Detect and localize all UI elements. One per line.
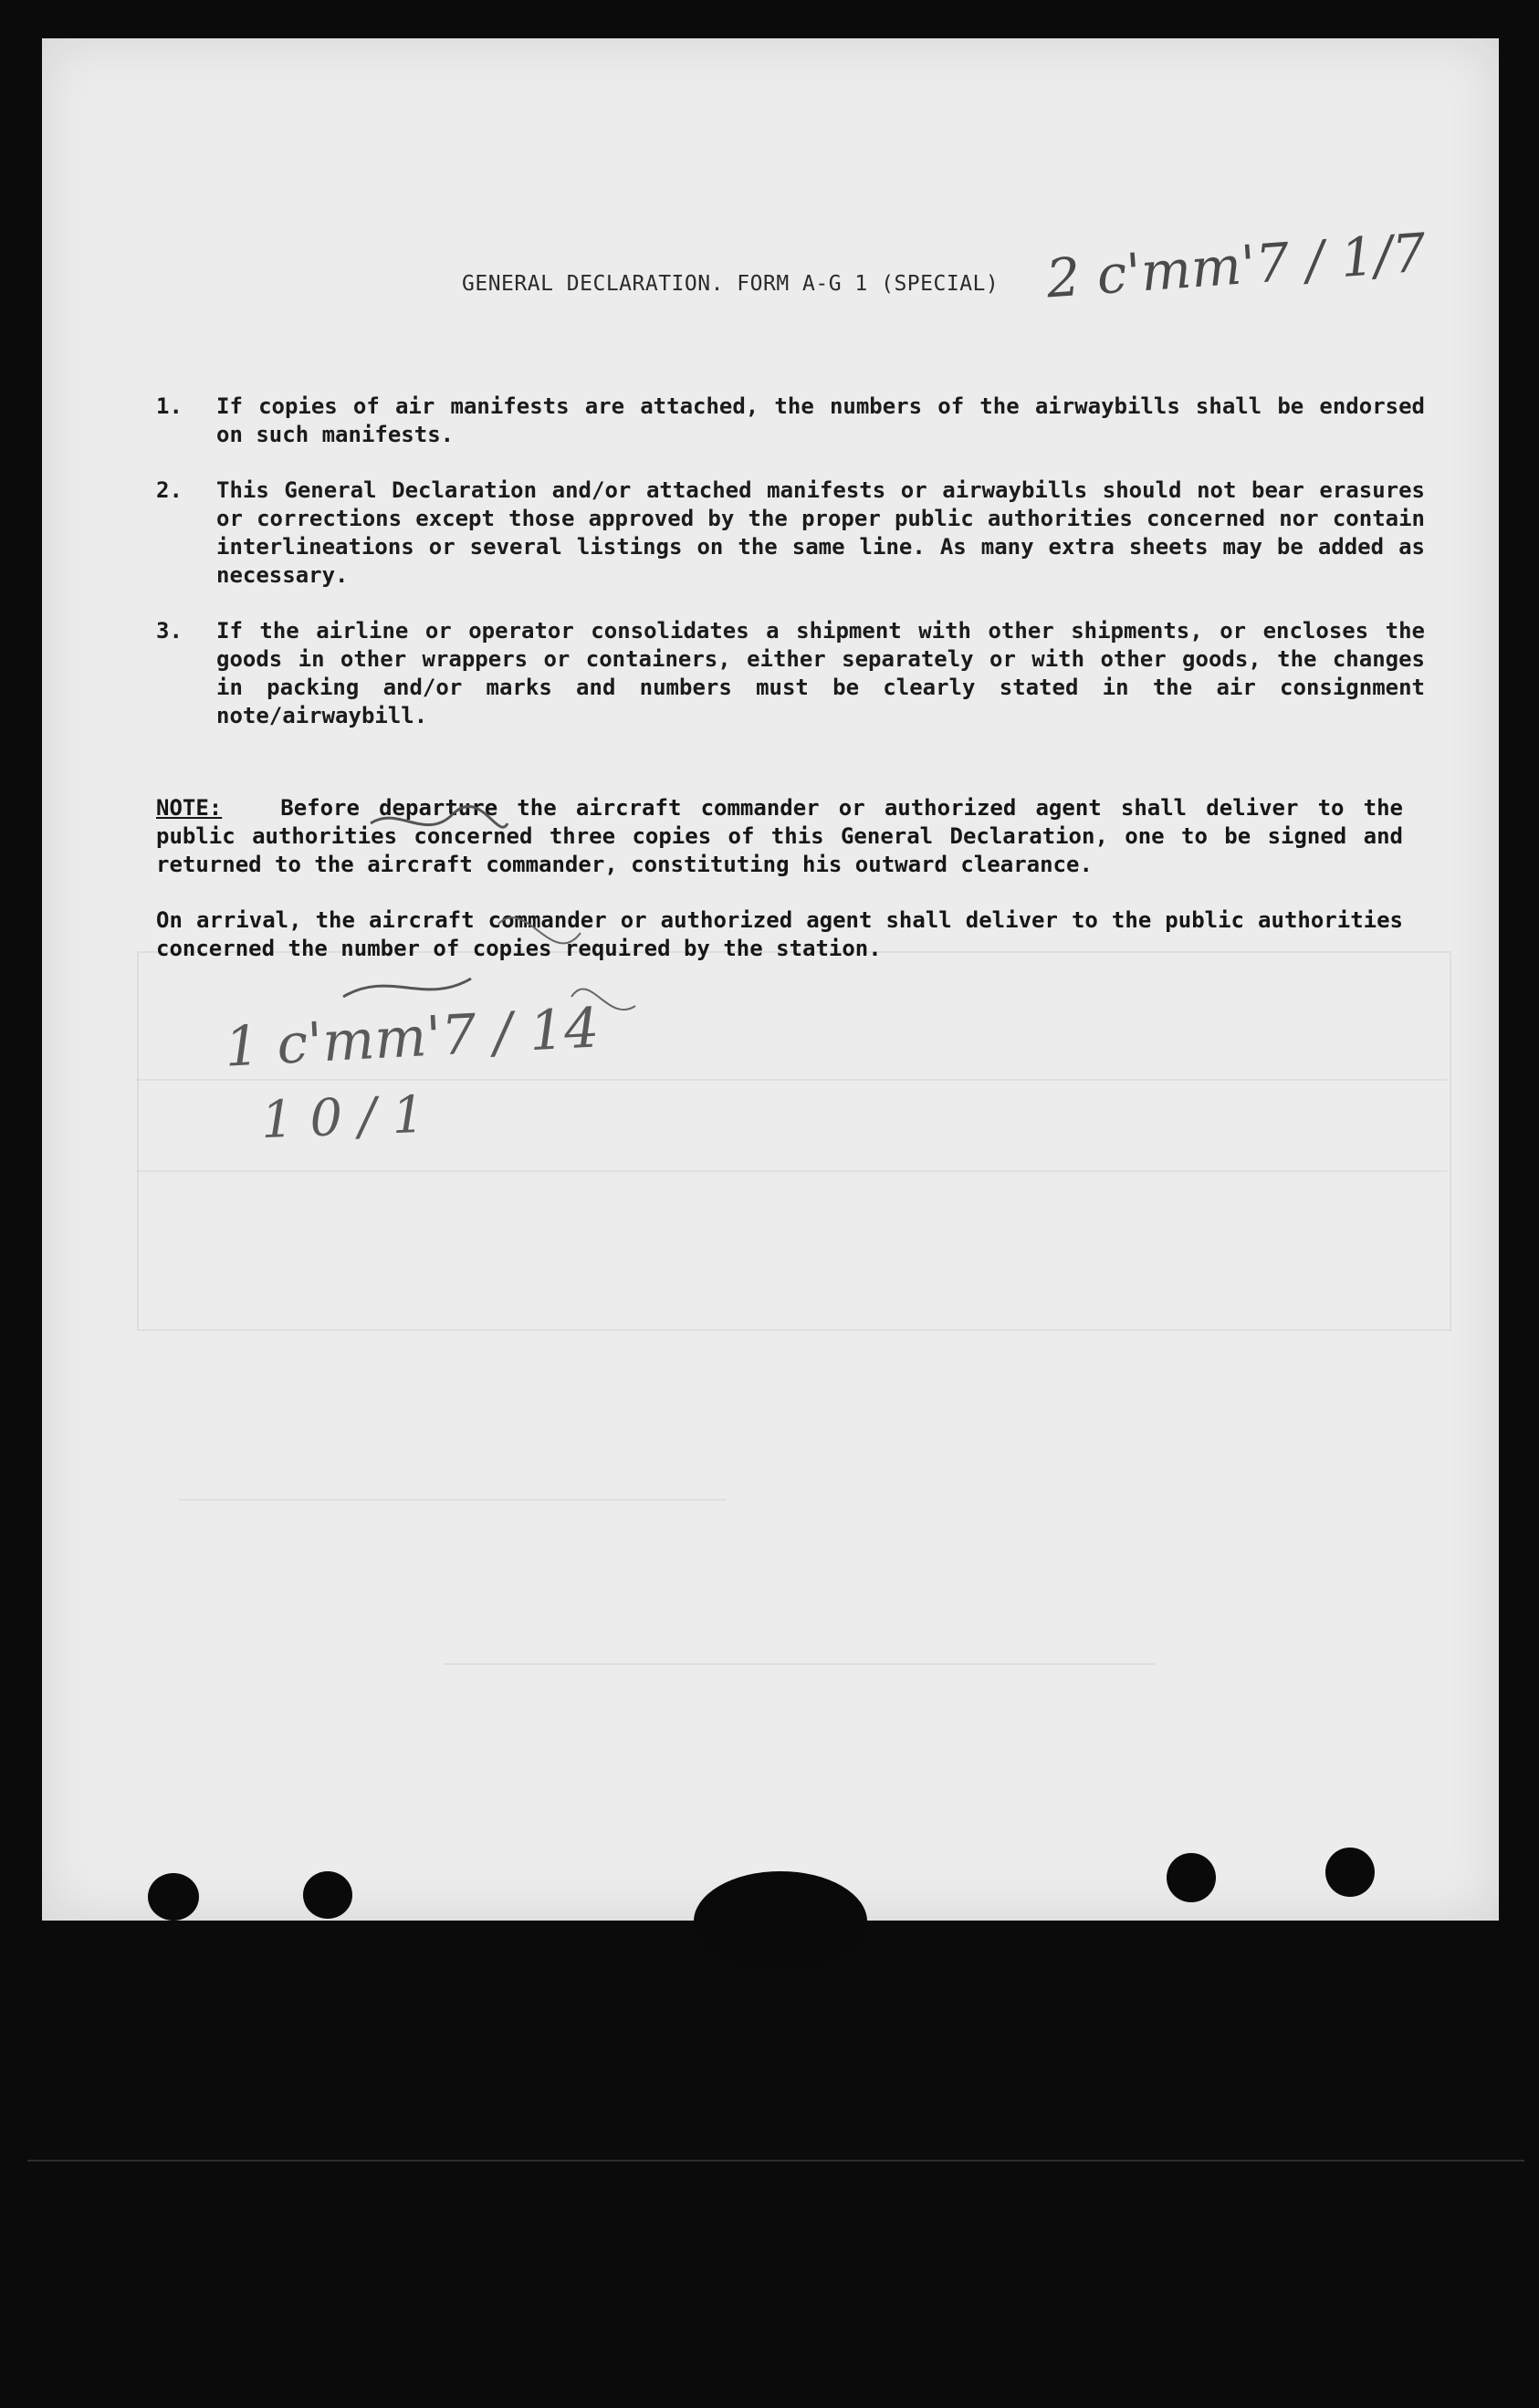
punch-hole — [1167, 1853, 1216, 1902]
punch-hole — [303, 1871, 352, 1919]
arrival-paragraph: On arrival, the aircraft commander or authorized agent shall deliver to the public authorities concerned the number of copies required by the station. — [156, 907, 1403, 961]
handwritten-annotation-left-1: 1 c'mm'7 / 14 — [223, 996, 602, 1080]
handwritten-annotation-left-2: 1 0 / 1 — [259, 1084, 426, 1151]
instruction-text: If copies of air manifests are attached, the numbers of the airwaybills shall be endorsed on such manifests. — [216, 393, 1425, 447]
punch-hole — [148, 1873, 199, 1921]
show-through-line — [179, 1499, 727, 1501]
instruction-text: If the airline or operator consolidates a shipment with other shipments, or encloses the goods in other wrappers or containers, either separately or with other goods, the changes in packing and/or marks and numbers must be clearly stated in the air consignment note/airwaybill. — [216, 618, 1425, 728]
instruction-number: 3. — [156, 618, 183, 644]
instructions-list — [156, 393, 1425, 758]
show-through-line — [137, 1079, 1448, 1081]
handwritten-annotation-top-right: 2 c'mm'7 / 1/7 — [1044, 221, 1429, 310]
instruction-number: 2. — [156, 477, 183, 503]
document-page — [42, 38, 1499, 1921]
punch-hole — [694, 1871, 867, 1972]
note-text: Before departure the aircraft commander or authorized agent shall deliver to the public authorities concerned three copies of this General Declaration, one to be signed and returned to the aircraft commander, constituting his outward clearance. — [156, 795, 1403, 877]
show-through-line — [444, 1663, 1156, 1665]
page-title: GENERAL DECLARATION. FORM A-G 1 (SPECIAL) — [462, 272, 1000, 296]
instruction-item — [156, 617, 1425, 730]
instruction-text: This General Declaration and/or attached manifests or airwaybills should not bear erasures or corrections except those approved by the proper public authorities concerned nor contain interlineations or several listings on the same line. As many extra sheets may be added as necessary. — [216, 477, 1425, 588]
punch-hole — [1325, 1848, 1375, 1897]
note-label: NOTE: — [156, 795, 223, 821]
instruction-item — [156, 476, 1425, 590]
instruction-number: 1. — [156, 393, 183, 419]
scan-edge-line — [27, 2160, 1524, 2162]
instruction-item — [156, 393, 1425, 449]
show-through-line — [137, 1170, 1448, 1172]
